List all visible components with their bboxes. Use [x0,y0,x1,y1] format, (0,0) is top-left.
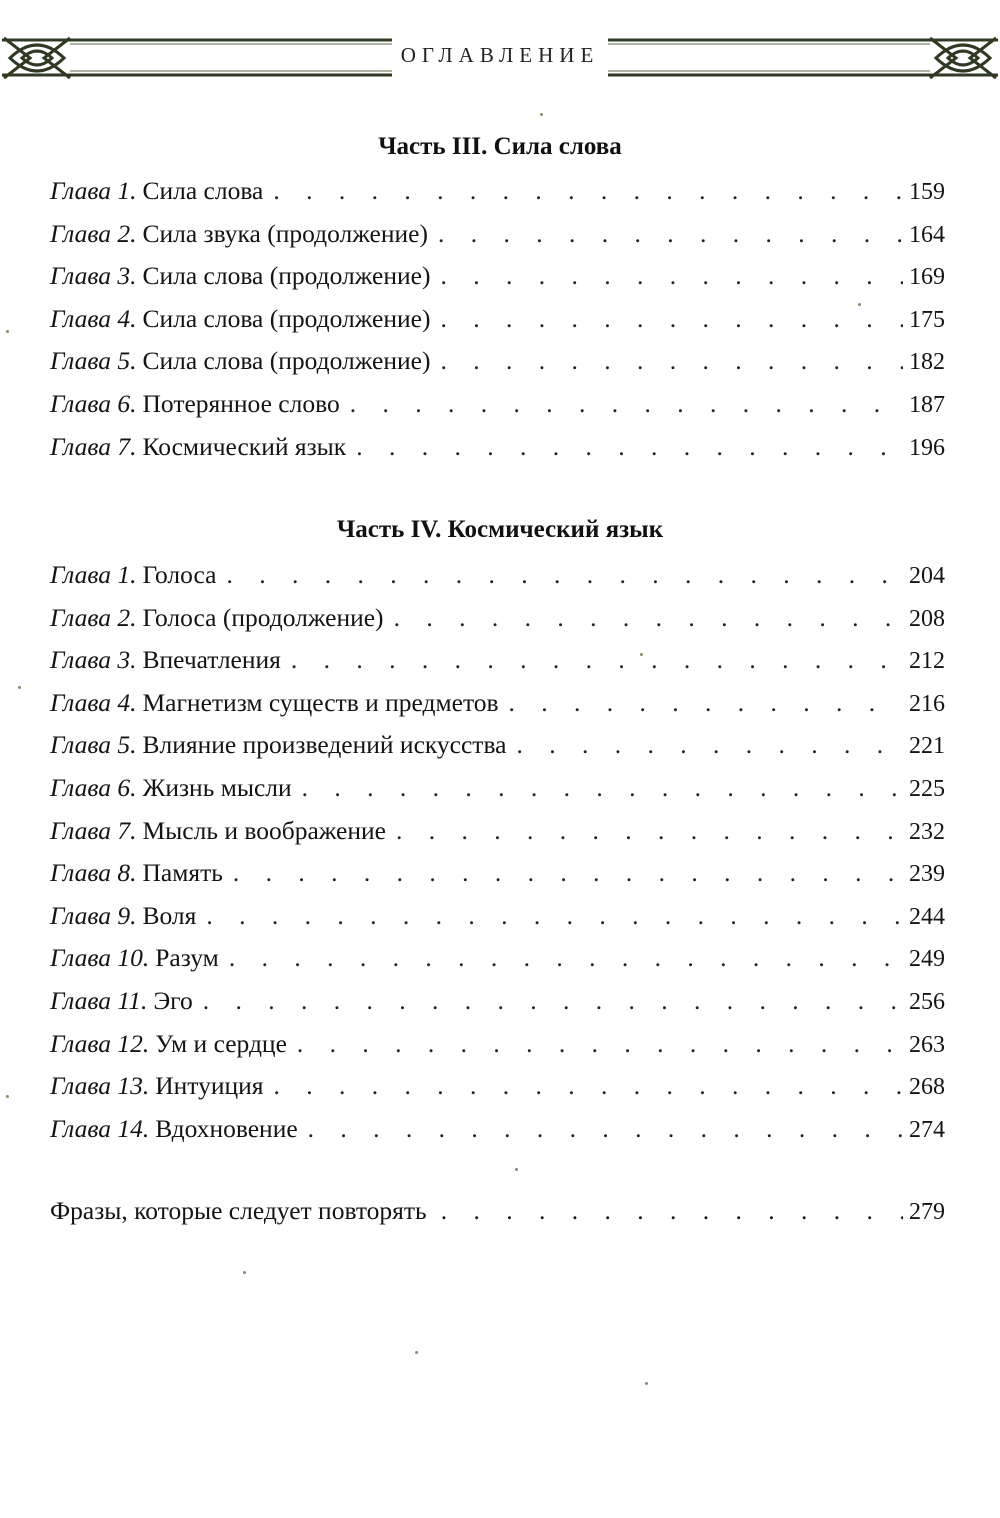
page-title: ОГЛАВЛЕНИЕ [400,43,600,67]
page-number: 204 [909,563,945,589]
page-number: 225 [909,775,945,802]
toc-entry[interactable] [50,943,945,986]
toc-entry[interactable] [50,1029,945,1072]
dot-leader [438,219,903,249]
entry-title: Фразы, которые следует повторять [50,1196,427,1225]
dot-leader [350,389,903,419]
chapter-label: Глава 7. [50,431,137,461]
scan-speck [515,1168,518,1171]
dot-leader [291,645,903,675]
toc-entry[interactable] [50,389,945,432]
chapter-label: Глава 13. [50,1071,150,1101]
header-banner [0,28,1000,88]
chapter-title: Голоса (продолжение) [142,602,384,632]
toc-entry[interactable] [50,261,945,304]
page-number: 216 [909,690,945,717]
dot-leader [233,858,903,888]
dot-leader [203,986,903,1016]
chapter-label: Глава 1. [50,176,137,205]
chapter-title: Сила звука (продолжение) [142,218,428,248]
toc-entry[interactable] [50,645,945,688]
toc-entry[interactable] [50,901,945,944]
toc-entry[interactable] [50,603,945,646]
dot-leader [396,816,903,846]
page-number: 268 [909,1074,945,1101]
page-number: 212 [909,648,945,675]
chapter-title: Эго [153,985,193,1015]
scan-speck [858,303,861,306]
part-3-heading: Часть III. Сила слова [378,133,622,160]
scan-speck [540,113,543,116]
chapter-label: Глава 3. [50,645,137,675]
chapter-label: Глава 1. [50,560,137,589]
toc-entry[interactable] [50,816,945,859]
part-4-chapter-list [50,560,945,1156]
chapter-title: Космический язык [142,431,347,461]
dot-leader [274,1071,903,1101]
chapter-label: Глава 4. [50,687,137,717]
dot-leader [440,346,903,376]
chapter-label: Глава 4. [50,303,137,333]
dot-leader [516,730,903,760]
scan-speck [6,1095,9,1098]
scan-speck [645,1382,648,1385]
chapter-label: Глава 7. [50,815,137,845]
chapter-title: Потерянное слово [142,388,340,418]
page-number: 221 [909,733,945,760]
dot-leader [297,1029,903,1059]
dot-leader [509,688,903,718]
dot-leader [440,304,903,334]
scan-speck [18,686,21,689]
chapter-label: Глава 6. [50,772,137,802]
toc-entry[interactable] [50,432,945,475]
chapter-title: Сила слова (продолжение) [142,346,431,376]
chapter-label: Глава 14. [50,1113,150,1143]
dot-leader [302,773,903,803]
chapter-title: Влияние произведений искусства [142,730,507,760]
chapter-title: Впечатления [142,645,281,675]
chapter-title: Магнетизм существ и предметов [142,687,499,717]
chapter-label: Глава 6. [50,388,137,418]
part-4-heading: Часть IV. Космический язык [336,516,664,543]
dot-leader [440,261,903,291]
chapter-title: Жизнь мысли [142,772,292,802]
chapter-label: Глава 8. [50,858,137,888]
chapter-label: Глава 11. [50,985,148,1015]
page-number: 187 [909,391,945,418]
toc-entry[interactable] [50,1071,945,1114]
page-number: 175 [909,306,945,333]
toc-entry[interactable] [50,986,945,1029]
part-3-chapter-list [50,176,945,474]
chapter-label: Глава 5. [50,346,137,376]
toc-entry[interactable] [50,346,945,389]
toc-entry[interactable] [50,730,945,773]
page-number: 169 [909,264,945,291]
page-number: 164 [909,221,945,248]
dot-leader [441,1196,903,1226]
scan-speck [6,330,9,333]
toc-entry[interactable] [50,688,945,731]
chapter-title: Мысль и воображение [142,815,386,845]
dot-leader [226,560,903,590]
toc-entry[interactable] [50,858,945,901]
chapter-title: Воля [142,900,197,930]
page-number: 244 [909,903,945,930]
chapter-label: Глава 9. [50,900,137,930]
chapter-title: Интуиция [155,1071,264,1101]
page-number: 263 [909,1031,945,1058]
dot-leader [229,943,903,973]
toc-entry[interactable] [50,304,945,347]
page-number: 182 [909,349,945,376]
chapter-title: Сила слова (продолжение) [142,303,431,333]
page-number: 232 [909,818,945,845]
page-number: 279 [909,1199,945,1225]
chapter-label: Глава 12. [50,1028,150,1058]
page-number: 159 [909,179,945,205]
dot-leader [356,432,903,462]
dot-leader [206,901,903,931]
chapter-title: Память [142,858,223,888]
toc-entry[interactable] [50,560,945,603]
scan-speck [640,653,643,656]
toc-entry-phrases[interactable] [50,1196,945,1226]
chapter-label: Глава 3. [50,261,137,291]
toc-entry[interactable] [50,219,945,262]
page-number: 274 [909,1116,945,1143]
chapter-title: Вдохновение [155,1113,298,1143]
page-number: 256 [909,988,945,1015]
chapter-label: Глава 2. [50,602,137,632]
chapter-title: Голоса [142,560,217,589]
dot-leader [394,603,903,633]
chapter-label: Глава 2. [50,218,137,248]
toc-entry[interactable] [50,1114,945,1157]
chapter-title: Ум и сердце [155,1028,287,1058]
toc-entry[interactable] [50,773,945,816]
page-number: 239 [909,861,945,888]
toc-entry[interactable] [50,176,945,219]
chapter-label: Глава 5. [50,730,137,760]
chapter-label: Глава 10. [50,943,150,973]
dot-leader [273,176,903,206]
page-number: 196 [909,434,945,461]
page-number: 249 [909,946,945,973]
dot-leader [308,1114,903,1144]
scan-speck [243,1271,246,1274]
chapter-title: Разум [155,943,219,973]
page-number: 208 [909,605,945,632]
chapter-title: Сила слова [142,176,264,205]
chapter-title: Сила слова (продолжение) [142,261,431,291]
scan-speck [415,1351,418,1354]
